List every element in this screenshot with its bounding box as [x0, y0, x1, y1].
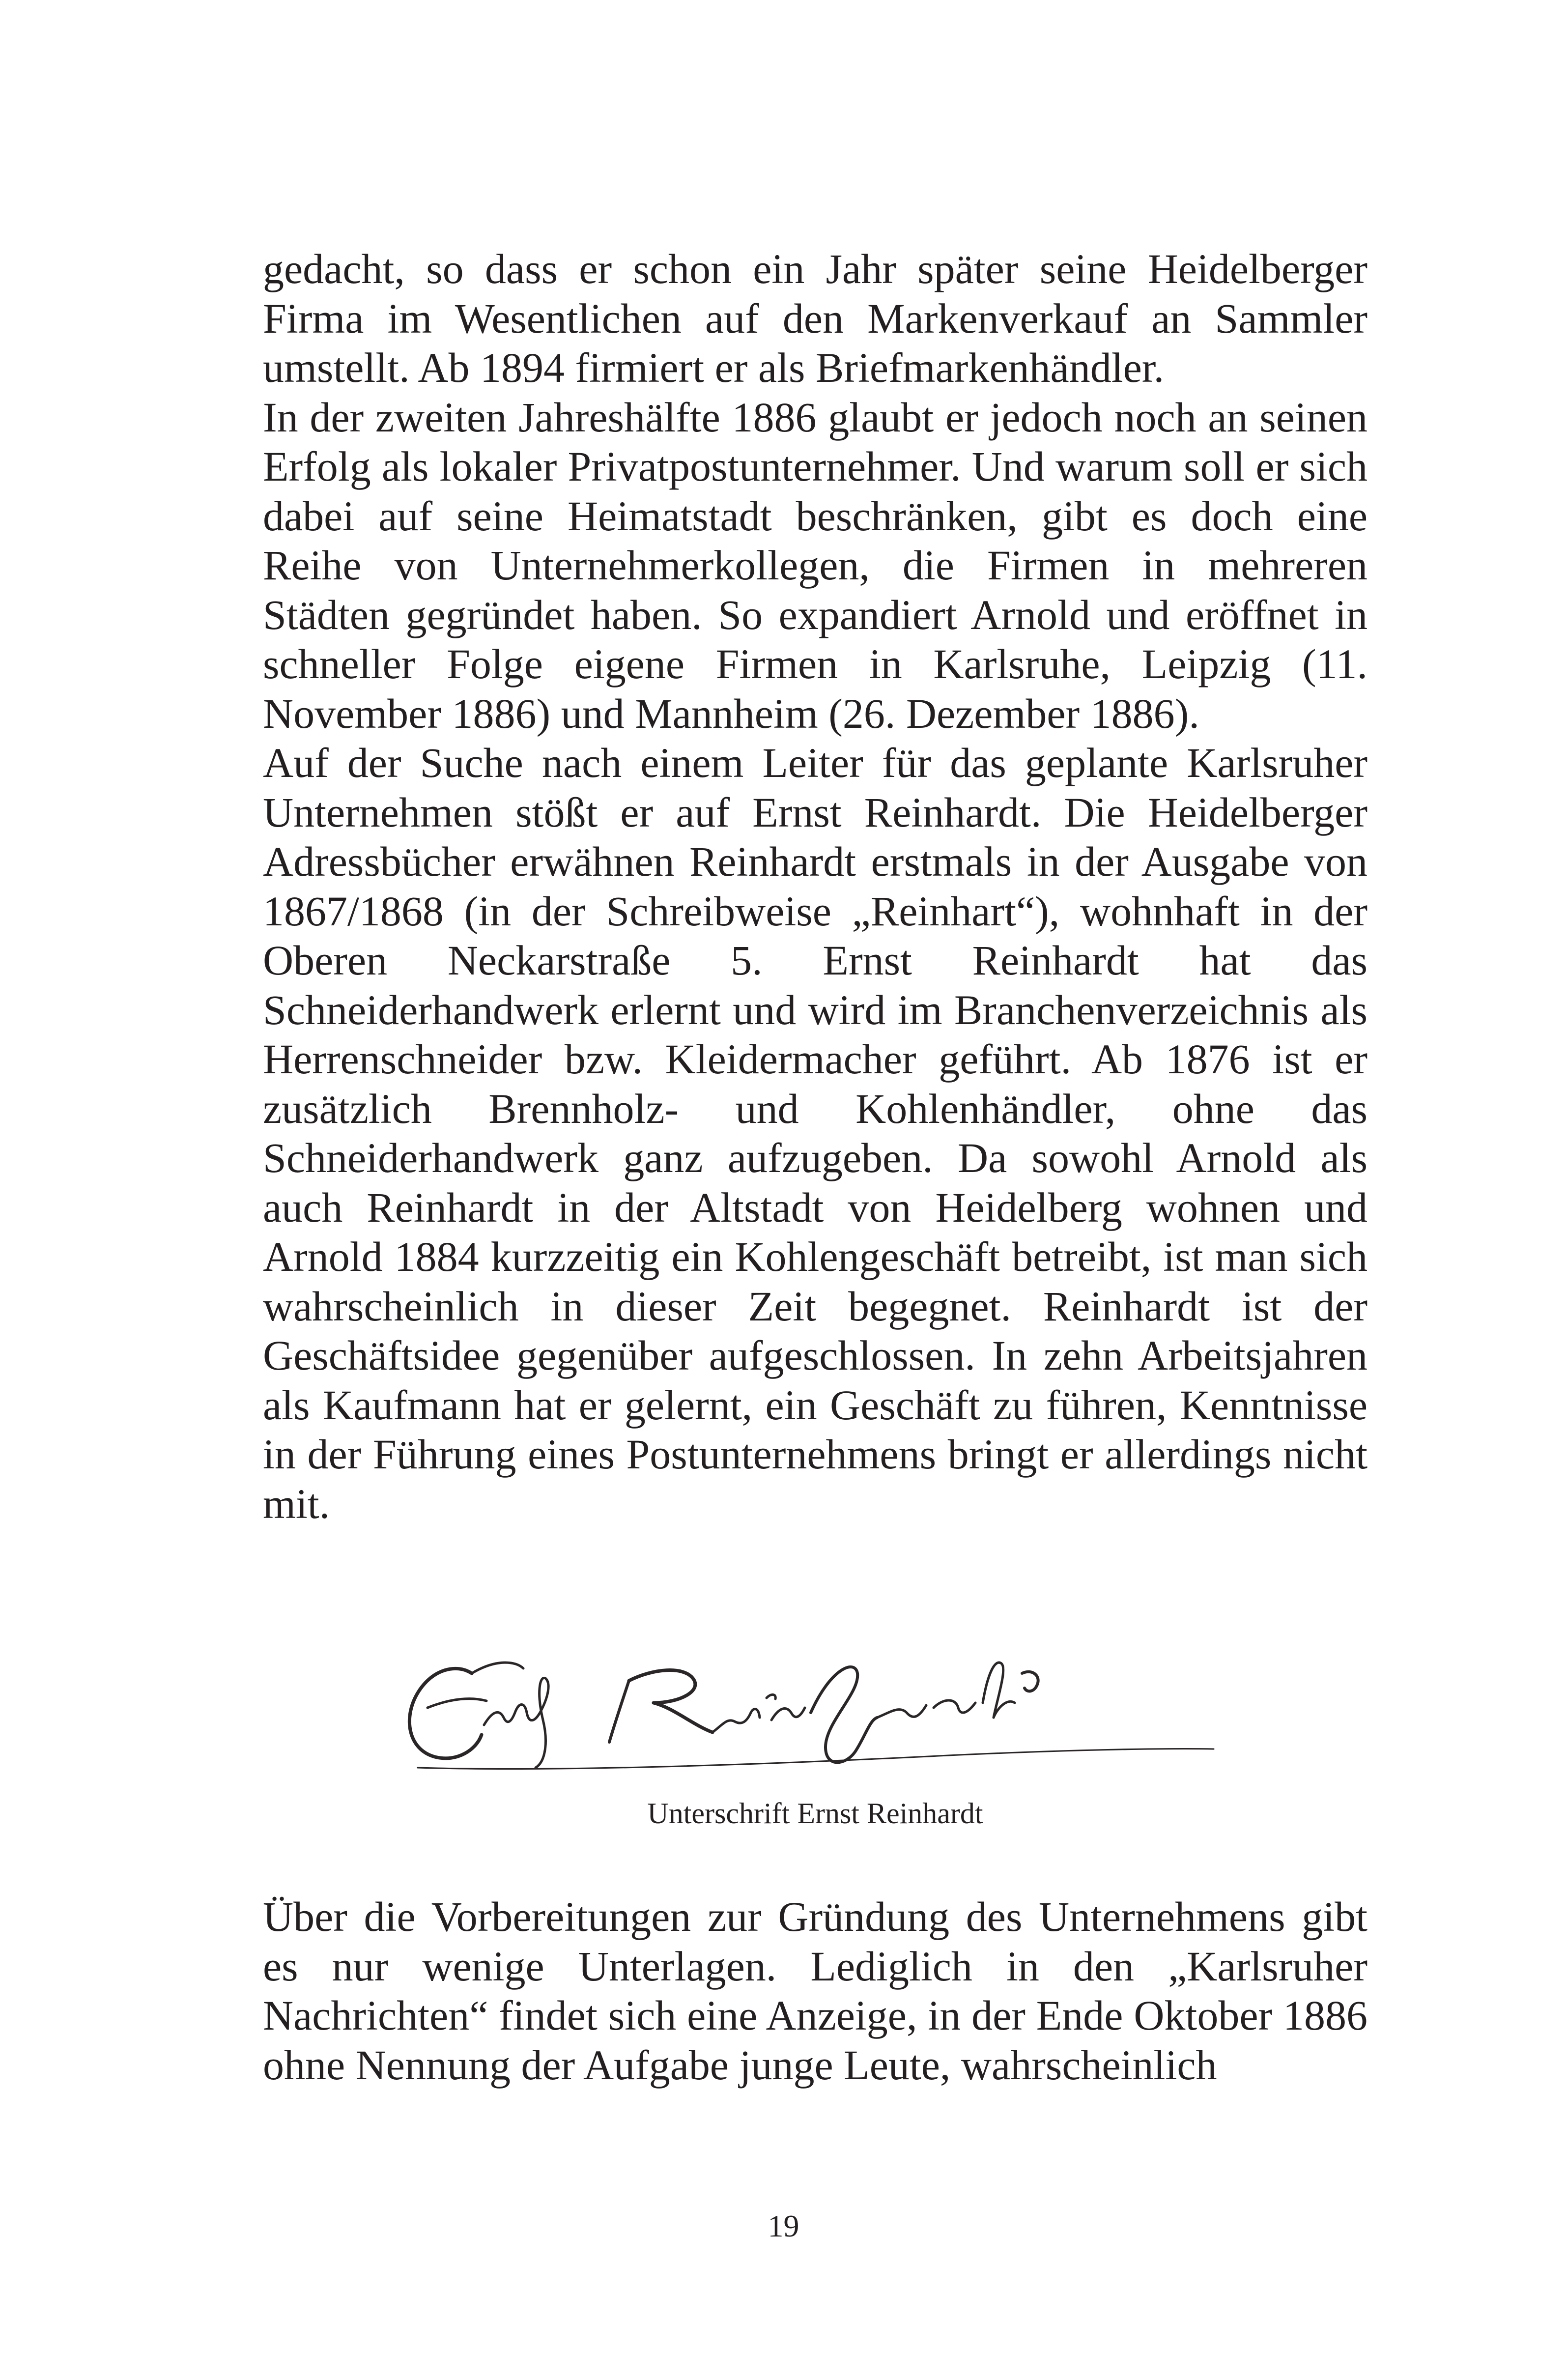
- body-text-bottom: [263, 1892, 1368, 2090]
- paragraph-2: In der zweiten Jahreshälfte 1886 glaubt er jedoch noch an seinen Erfolg als lokaler Privatpostunternehmer. Und warum soll er sich dabei auf seine Heimatstadt beschränken, gibt es doch eine Reihe von Unternehmerkollegen, die Firmen in mehreren Städten gegründet haben. So expandiert Arnold und eröffnet in schneller Folge eigene Firmen in Karlsruhe, Leipzig (11. November 1886) und Mannheim (26. Dezember 1886).: [263, 393, 1368, 737]
- paragraph-1: gedacht, so dass er schon ein Jahr später seine Heidelberger Firma im Wesentlichen auf den Markenverkauf an Sammler umstellt. Ab 1894 firmiert er als Briefmarkenhändler.: [263, 245, 1368, 391]
- body-text-top: [263, 244, 1368, 1528]
- figure-caption: Unterschrift Ernst Reinhardt: [647, 1797, 983, 1830]
- paragraph-4: Über die Vorbereitungen zur Gründung des Unternehmens gibt es nur wenige Unterlagen. Lediglich in den „Karlsruher Nachrichten“ findet sich eine Anzeige, in der Ende Oktober 1886 ohne Nennung der Aufgabe junge Leute, wahrscheinlich: [263, 1893, 1368, 2089]
- page-number: 19: [768, 2208, 799, 2243]
- signature-image: [398, 1639, 1224, 1781]
- paragraph-3: Auf der Suche nach einem Leiter für das geplante Karlsruher Unternehmen stößt er auf Ernst Reinhardt. Die Heidelberger Adressbücher erwähnen Reinhardt erstmals in der Ausgabe von 1867/1868 (in der Schreibweise „Reinhart“), wohnhaft in der Oberen Neckarstraße 5. Ernst Reinhardt hat das Schneiderhandwerk erlernt und wird im Branchenverzeichnis als Herrenschneider bzw. Kleidermacher geführt. Ab 1876 ist er zusätzlich Brennholz- und Kohlenhändler, ohne das Schneiderhandwerk ganz aufzugeben. Da sowohl Arnold als auch Reinhardt in der Altstadt von Heidelberg wohnen und Arnold 1884 kurzzeitig ein Kohlengeschäft betreibt, ist man sich wahrscheinlich in dieser Zeit begegnet. Reinhardt ist der Geschäftsidee gegenüber aufgeschlossen. In zehn Arbeitsjahren als Kaufmann hat er gelernt, ein Geschäft zu führen, Kenntnisse in der Führung eines Postunternehmens bringt er allerdings nicht mit.: [263, 739, 1368, 1527]
